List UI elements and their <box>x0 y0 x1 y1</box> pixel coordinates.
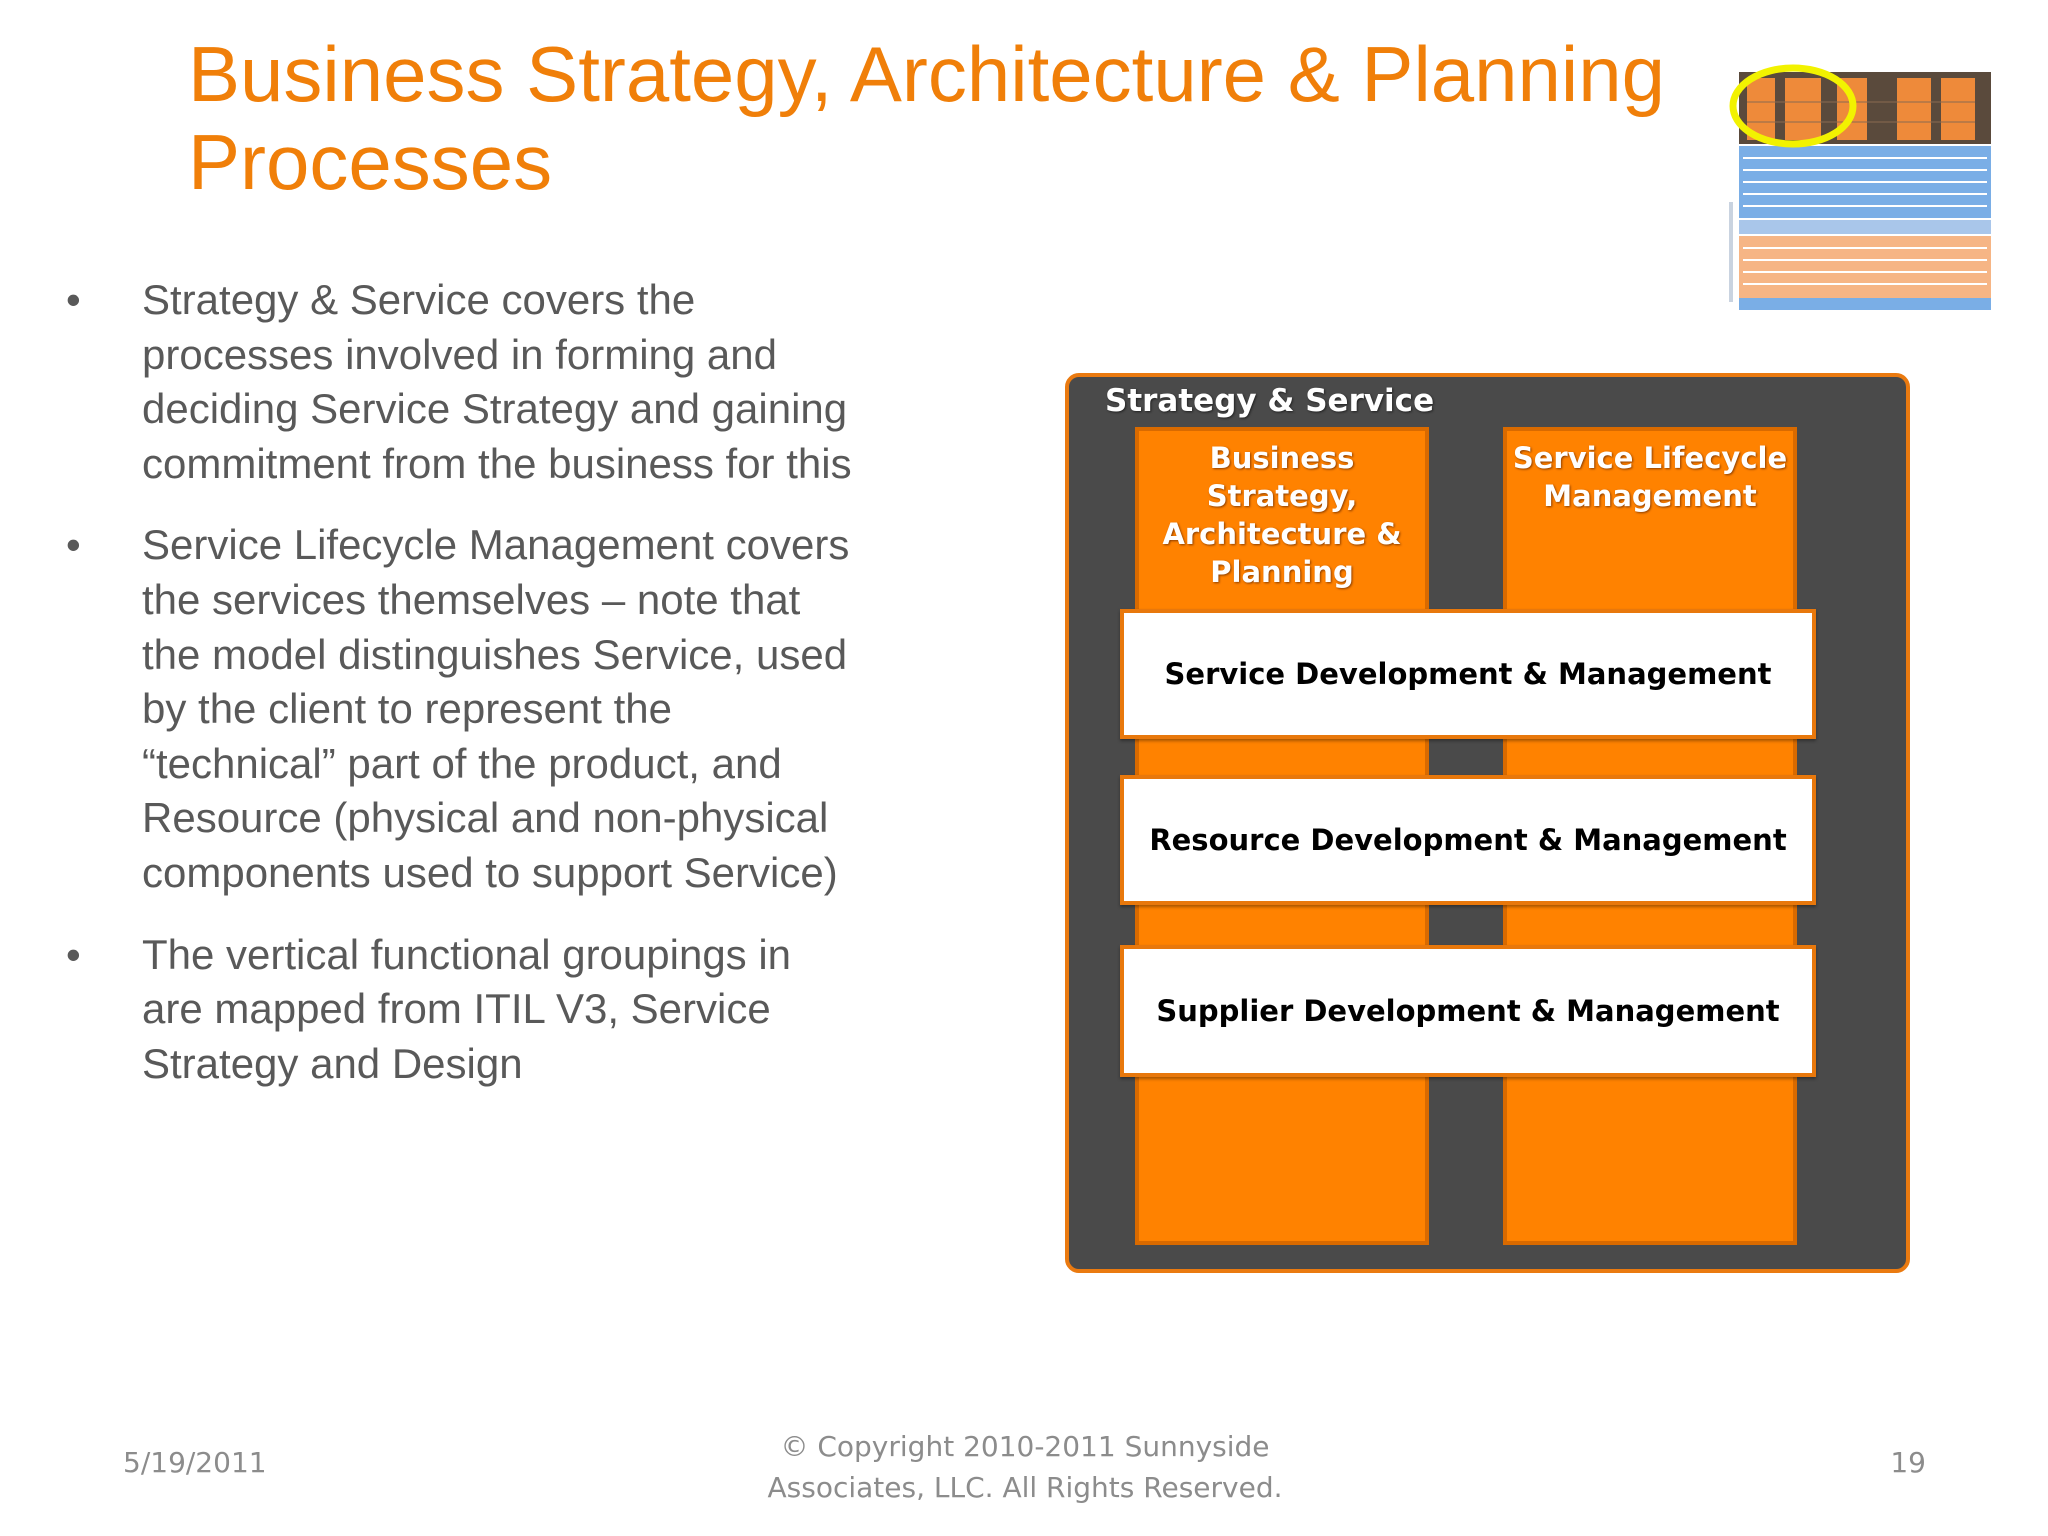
bullet-line: deciding Service Strategy and gaining <box>142 385 848 433</box>
strategy-service-diagram <box>1065 373 1910 1273</box>
bullet-line: “technical” part of the product, and <box>142 739 782 787</box>
framework-thumbnail <box>1727 62 1992 314</box>
bullet-marker: • <box>66 276 81 323</box>
slide-title <box>188 30 1728 206</box>
business-strategy-label <box>1139 439 1425 591</box>
bullet-line: Resource (physical and non-physical <box>142 794 829 842</box>
copyright-line: © Copyright 2010-2011 Sunnyside <box>780 1430 1270 1463</box>
bullet-item <box>60 928 940 1092</box>
bullet-line: Service Lifecycle Management covers <box>142 521 850 569</box>
footer-copyright <box>740 1426 1310 1508</box>
bullet-item <box>60 273 940 491</box>
bullet-line: components used to support Service) <box>142 848 838 896</box>
column-label-line: Business <box>1209 441 1355 475</box>
bullet-line: Strategy & Service covers the <box>142 276 696 323</box>
slide-title-line-1: Business Strategy, Architecture & Planning <box>188 30 1666 118</box>
supplier-development-band: Supplier Development & Management <box>1120 945 1816 1077</box>
service-lifecycle-label <box>1507 439 1793 515</box>
footer-date: 5/19/2011 <box>123 1446 267 1479</box>
diagram-title: Strategy & Service <box>1105 383 1435 419</box>
bullet-line: Strategy and Design <box>142 1039 523 1087</box>
bullet-item <box>60 518 940 900</box>
column-label-line: Architecture & <box>1162 517 1402 551</box>
bullet-line: The vertical functional groupings in <box>142 930 792 978</box>
column-label-line: Strategy, <box>1206 479 1358 513</box>
bullet-marker: • <box>66 521 81 569</box>
bullet-list <box>60 273 940 1118</box>
bullet-line: the model distinguishes Service, used <box>142 630 848 678</box>
column-label-line: Management <box>1543 479 1757 513</box>
column-label-line: Planning <box>1210 555 1354 589</box>
page-number: 19 <box>1890 1446 1926 1479</box>
bullet-line: are mapped from ITIL V3, Service <box>142 985 771 1033</box>
service-development-band: Service Development & Management <box>1120 609 1816 739</box>
bullet-line: by the client to represent the <box>142 685 672 733</box>
bullet-line: the services themselves – note that <box>142 575 801 623</box>
column-label-line: Service Lifecycle <box>1512 441 1788 475</box>
resource-development-band: Resource Development & Management <box>1120 775 1816 905</box>
copyright-line: Associates, LLC. All Rights Reserved. <box>767 1471 1283 1504</box>
bullet-line: commitment from the business for this <box>142 439 852 487</box>
slide-title-line-2: Processes <box>188 118 553 206</box>
bullet-line: processes involved in forming and <box>142 330 778 378</box>
bullet-marker: • <box>66 930 81 978</box>
